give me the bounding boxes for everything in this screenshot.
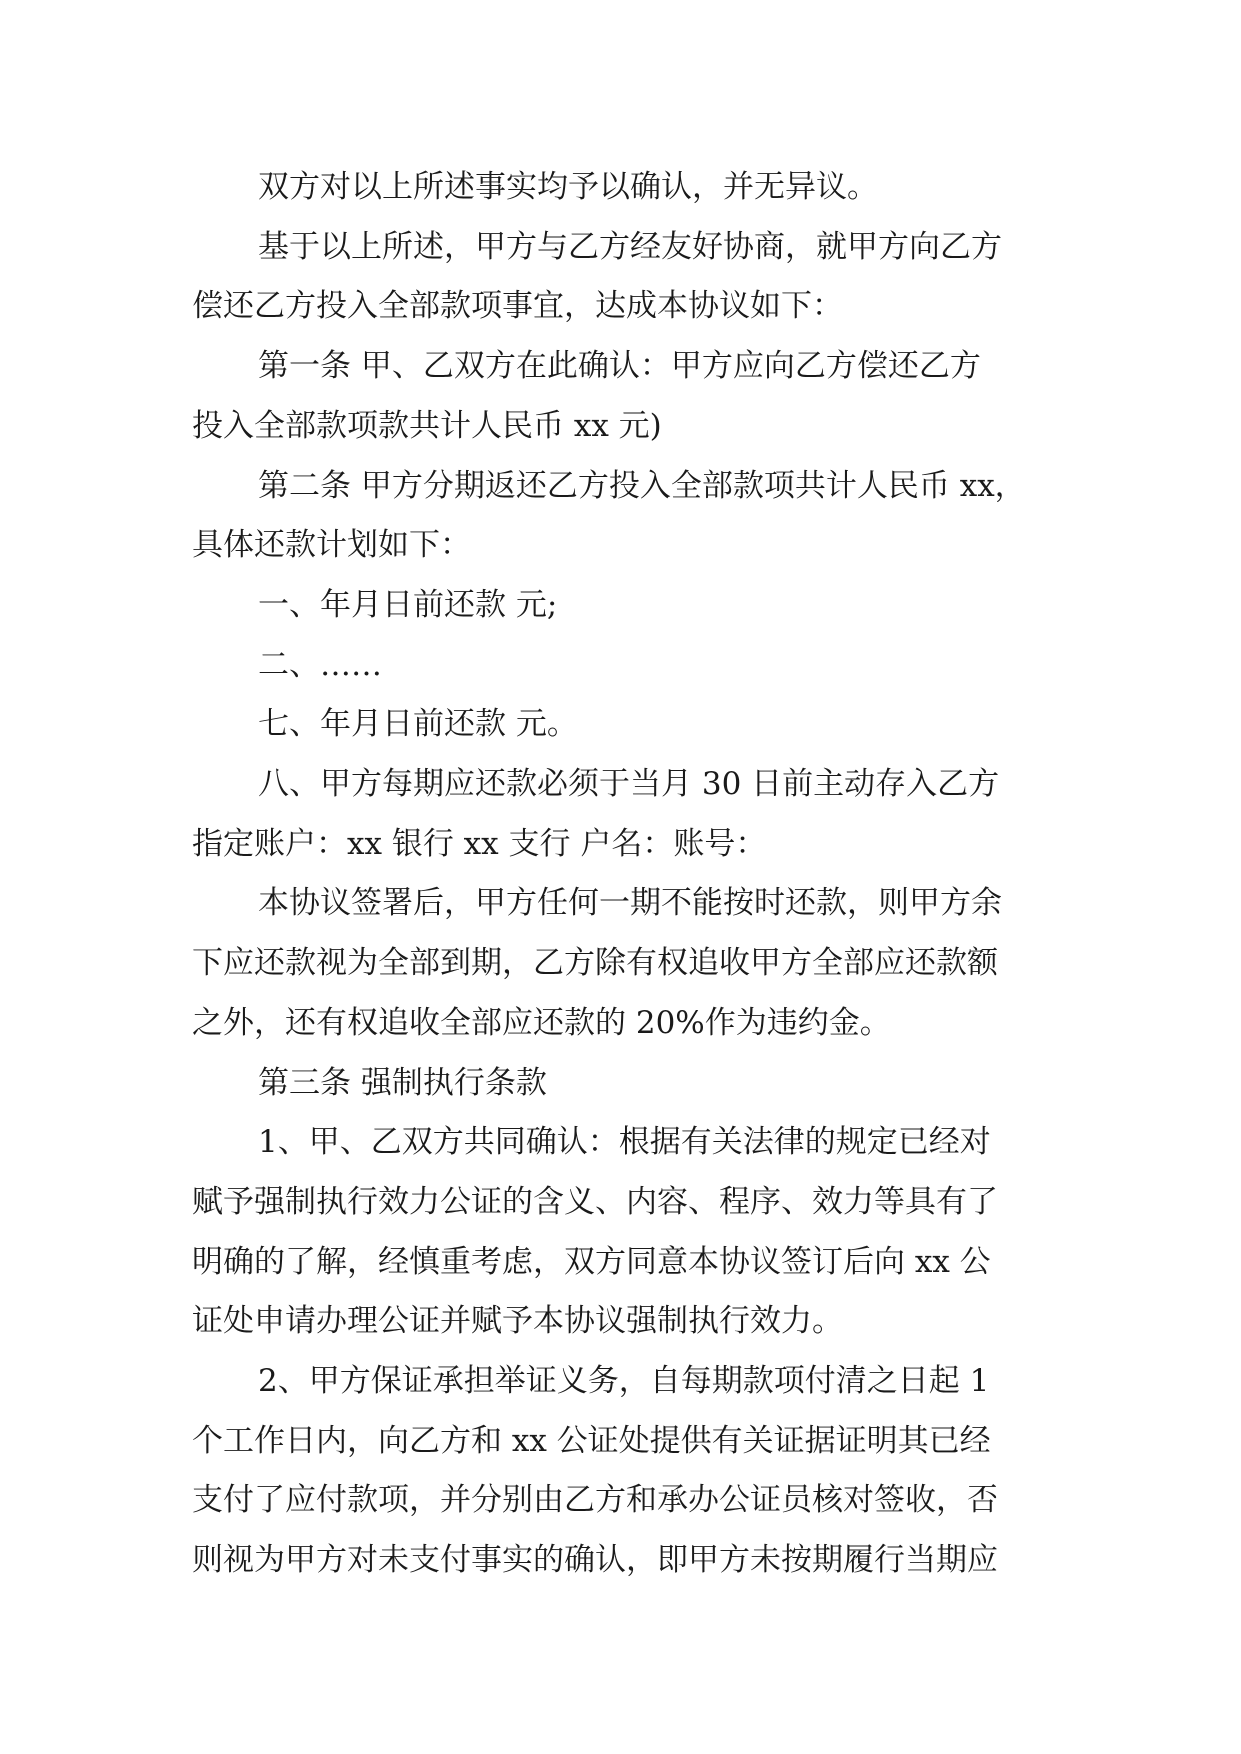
- paragraph-confirmation: [192, 158, 1052, 218]
- text-line: 1、甲、乙双方共同确认：根据有关法律的规定已经对: [258, 1124, 991, 1161]
- paragraph-article-3-heading: [192, 1054, 1052, 1114]
- text-line: 则视为甲方对未支付事实的确认，即甲方未按期履行当期应: [192, 1542, 998, 1579]
- text-line: 具体还款计划如下：: [192, 527, 471, 564]
- text-line: 投入全部款项款共计人民币 xx 元): [192, 407, 662, 444]
- text-line: 基于以上所述，甲方与乙方经友好协商，就甲方向乙方: [258, 228, 1002, 265]
- text-line: 之外，还有权追收全部应还款的 20%作为违约金。: [192, 1004, 891, 1041]
- paragraph-article-1: [192, 337, 1052, 456]
- paragraph-article-3-item-1: [192, 1113, 1052, 1352]
- text-line: 双方对以上所述事实均予以确认，并无异议。: [258, 169, 878, 205]
- text-line: 指定账户：xx 银行 xx 支行 户名：账号：: [192, 825, 767, 862]
- paragraph-installment-1: [192, 576, 1052, 636]
- paragraph-basis: [192, 218, 1052, 337]
- text-line: 本协议签署后，甲方任何一期不能按时还款，则甲方余: [258, 885, 1002, 922]
- text-line: 八、甲方每期应还款必须于当月 30 日前主动存入乙方: [258, 766, 1000, 803]
- text-line: 赋予强制执行效力公证的含义、内容、程序、效力等具有了: [192, 1183, 998, 1220]
- text-line: 一、年月日前还款 元;: [258, 586, 558, 623]
- text-line: 偿还乙方投入全部款项事宜，达成本协议如下：: [192, 288, 843, 325]
- text-line: 第二条 甲方分期返还乙方投入全部款项共计人民币 xx，: [258, 467, 1026, 504]
- text-line: 个工作日内，向乙方和 xx 公证处提供有关证据证明其已经: [192, 1422, 991, 1459]
- paragraph-article-2: [192, 457, 1052, 576]
- text-line: 明确的了解，经慎重考虑，双方同意本协议签订后向 xx 公: [192, 1243, 991, 1280]
- text-line: 2、甲方保证承担举证义务，自每期款项付清之日起 1: [258, 1363, 990, 1400]
- paragraph-installment-7: [192, 695, 1052, 755]
- paragraph-article-3-item-2: [192, 1352, 1052, 1591]
- text-line: 二、……: [258, 646, 382, 683]
- paragraph-installment-2: [192, 636, 1052, 696]
- document-body: [192, 158, 1052, 1591]
- text-line: 第一条 甲、乙双方在此确认：甲方应向乙方偿还乙方: [258, 348, 981, 385]
- paragraph-item-8: [192, 755, 1052, 874]
- text-line: 七、年月日前还款 元。: [258, 706, 578, 743]
- text-line: 证处申请办理公证并赋予本协议强制执行效力。: [192, 1303, 843, 1340]
- text-line: 第三条 强制执行条款: [258, 1064, 547, 1101]
- paragraph-default-clause: [192, 874, 1052, 1053]
- text-line: 支付了应付款项，并分别由乙方和承办公证员核对签收，否: [192, 1482, 998, 1519]
- text-line: 下应还款视为全部到期，乙方除有权追收甲方全部应还款额: [192, 945, 998, 982]
